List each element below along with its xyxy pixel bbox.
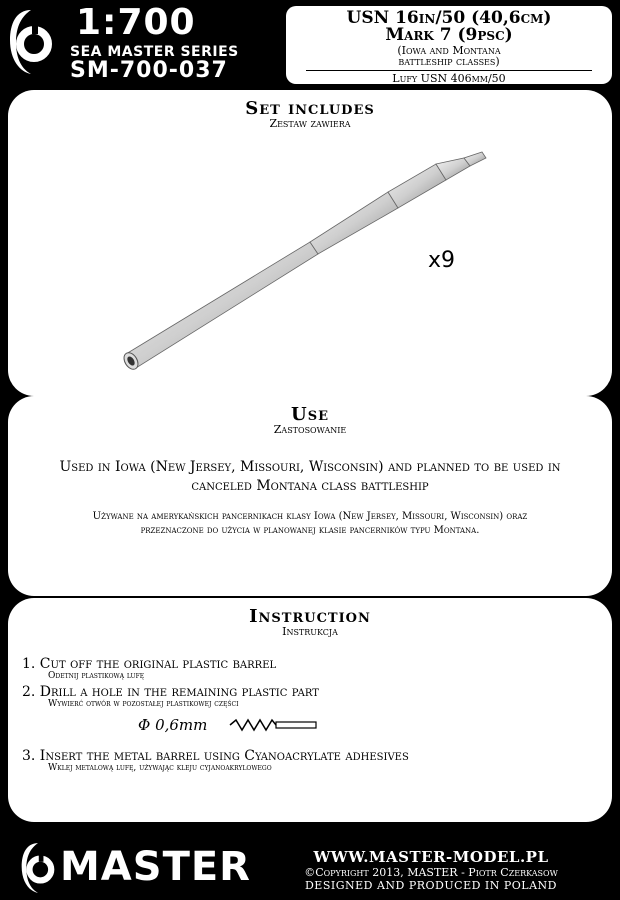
- use-title: Use: [291, 404, 329, 425]
- copyright-text: ©Copyright 2013, MASTER - Piotr Czerkasow: [304, 866, 558, 879]
- title-box: [286, 6, 612, 84]
- step-1-text-pl: Odetnij plastikową lufę: [48, 671, 145, 681]
- use-panel: [8, 396, 612, 596]
- master-logo-icon: [18, 840, 58, 896]
- step-2-text: 2. Drill a hole in the remaining plastic part: [22, 684, 319, 700]
- instruction-step: [22, 748, 409, 773]
- designed-text: DESIGNED AND PRODUCED IN POLAND: [304, 879, 557, 892]
- title-polish: Lufy USN 406mm/50: [306, 70, 592, 84]
- use-subtitle: Zastosowanie: [273, 423, 347, 436]
- step-1-text: 1. Cut off the original plastic barrel: [22, 656, 277, 672]
- instruction-subtitle: Instrukcja: [282, 625, 338, 638]
- use-text-en: Used in Iowa (New Jersey, Missouri, Wisconsin) and planned to be used in canceled Montana class battleship: [59, 459, 561, 494]
- set-title: Set includes: [245, 98, 375, 119]
- footer: [0, 828, 620, 900]
- footer-info: [250, 848, 612, 892]
- title-line-1: USN 16in/50 (40,6cm): [346, 8, 552, 28]
- brand-name: MASTER: [60, 844, 251, 890]
- set-subtitle: Zestaw zawiera: [269, 117, 351, 130]
- step-3-text-pl: Wklej metalową lufę, używając kleju cyjanoakrylowego: [48, 763, 272, 773]
- header: [0, 0, 620, 84]
- instruction-step: [22, 684, 319, 709]
- product-code: SM-700-037: [70, 58, 228, 83]
- master-logo-icon: [6, 6, 56, 78]
- step-3-text: 3. Insert the metal barrel using Cyanoacrylate adhesives: [22, 748, 409, 764]
- set-includes-panel: [8, 90, 612, 396]
- title-line-4: battleship classes): [398, 55, 500, 68]
- title-line-3: (Iowa and Montana: [397, 44, 501, 57]
- instruction-title: Instruction: [249, 606, 371, 627]
- step-2-text-pl: Wywierć otwór w pozostałej plastikowej części: [48, 699, 239, 709]
- quantity-label: x9: [428, 248, 456, 273]
- instruction-step: [22, 656, 276, 681]
- scale-label: 1:700: [76, 2, 196, 43]
- website-link[interactable]: WWW.MASTER-MODEL.PL: [313, 848, 549, 866]
- drill-bit-icon: [228, 718, 318, 732]
- instruction-panel: [8, 598, 612, 822]
- series-label: SEA MASTER SERIES: [70, 44, 239, 60]
- drill-size: Φ 0,6mm: [138, 716, 208, 734]
- title-line-2: Mark 7 (9psc): [385, 25, 513, 45]
- use-text-pl: Używane na amerykańskich pancernikach klasy Iowa (New Jersey, Missouri, Wisconsin) oraz przeznaczone do użycia w planowanej klasie pancerników typu Montana.: [92, 511, 528, 536]
